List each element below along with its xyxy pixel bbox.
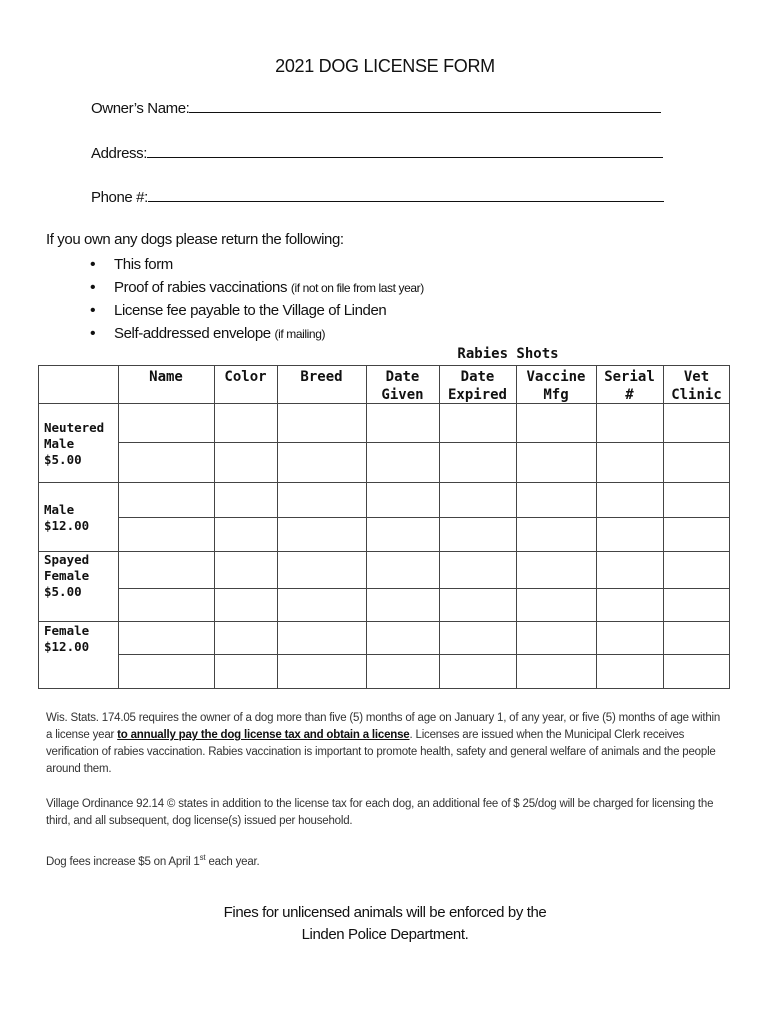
address-line bbox=[147, 143, 663, 158]
dog-license-table bbox=[38, 365, 730, 689]
col-vaccine-mfg: Vaccine Mfg bbox=[526, 369, 586, 403]
address-field bbox=[91, 143, 663, 162]
col-breed: Breed bbox=[300, 369, 343, 385]
list-item: • License fee payable to the Village of Linden bbox=[90, 300, 424, 323]
row-label-spayed-female: Spayed Female $5.00 bbox=[44, 552, 90, 599]
address-label: Address: bbox=[91, 145, 147, 162]
row-label-neutered-male: Neutered Male $5.00 bbox=[44, 420, 105, 467]
fee-increase-note: Dog fees increase $5 on April 1st each year. bbox=[46, 853, 260, 868]
list-item: • Self-addressed envelope (if mailing) bbox=[90, 323, 424, 346]
list-item: • Proof of rabies vaccinations (if not on file from last year) bbox=[90, 277, 424, 300]
col-serial: Serial # bbox=[604, 369, 655, 403]
col-date-given: Date Given bbox=[381, 369, 424, 403]
col-vet-clinic: Vet Clinic bbox=[671, 369, 722, 403]
intro-text: If you own any dogs please return the following: bbox=[46, 231, 344, 248]
form-title: 2021 DOG LICENSE FORM bbox=[275, 56, 495, 76]
row-label-male: Male $12.00 bbox=[44, 502, 90, 533]
owner-name-line bbox=[189, 98, 661, 113]
owner-name-label: Owner’s Name: bbox=[91, 100, 190, 117]
requirements-list bbox=[90, 254, 424, 346]
col-color: Color bbox=[224, 369, 267, 385]
rabies-shots-header: Rabies Shots bbox=[457, 346, 559, 362]
statute-paragraph: Wis. Stats. 174.05 requires the owner of a dog more than five (5) months of age on January 1, of any year, or five (5) months of age within a license year to annually pay the dog license tax and obtain a license. Licenses are issued when the Municipal Clerk receives verification of rabies vaccination. Rabies vaccination is important to promote health, safety and general welfare of animals and the people around them. bbox=[46, 712, 721, 775]
closing-notice: Fines for unlicensed animals will be enforced by the Linden Police Department. bbox=[223, 904, 547, 943]
col-name: Name bbox=[149, 369, 183, 385]
phone-field bbox=[91, 187, 664, 206]
ordinance-paragraph: Village Ordinance 92.14 © states in addition to the license tax for each dog, an additional fee of $ 25/dog will be charged for licensing the third, and all subsequent, dog license(s) issued per household. bbox=[46, 798, 714, 827]
col-date-expired: Date Expired bbox=[447, 369, 507, 403]
owner-name-field bbox=[91, 98, 661, 117]
row-label-female: Female $12.00 bbox=[44, 623, 90, 654]
list-item: • This form bbox=[90, 254, 424, 277]
phone-line bbox=[148, 187, 664, 202]
phone-label: Phone #: bbox=[91, 189, 148, 206]
